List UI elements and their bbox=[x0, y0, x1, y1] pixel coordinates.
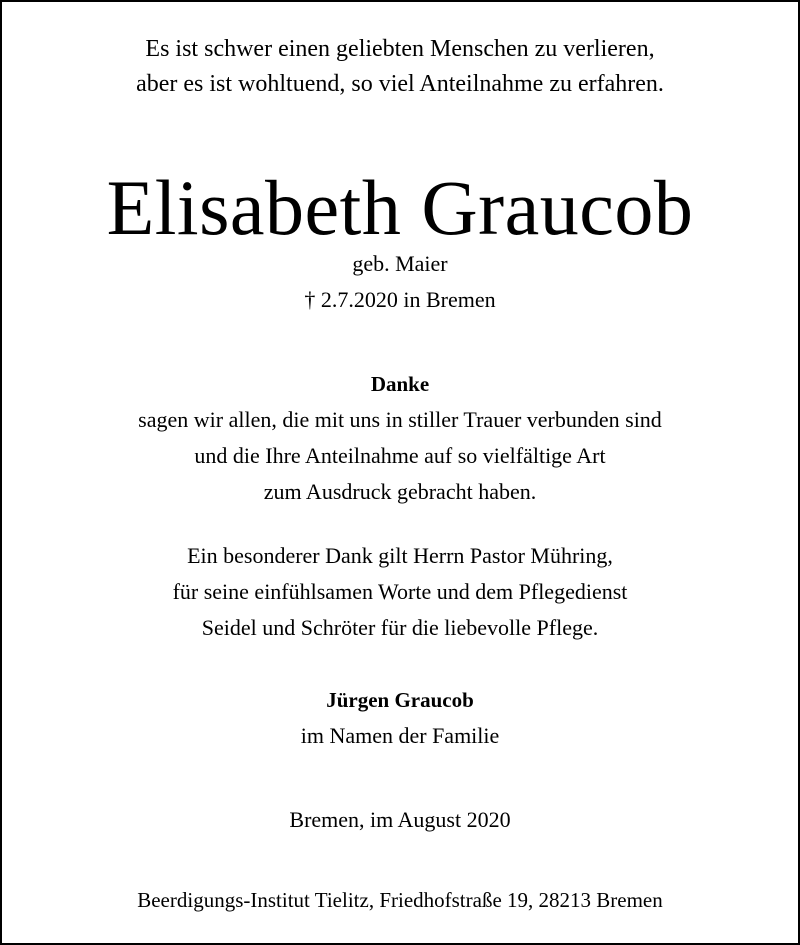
intro-quote bbox=[2, 32, 798, 102]
thanks-heading: Danke bbox=[370, 372, 430, 396]
death-info: † 2.7.2020 in Bremen bbox=[304, 287, 496, 312]
special-thanks-line-1: Ein besonderer Dank gilt Herrn Pastor Mühring, bbox=[187, 543, 613, 568]
intro-line-2: aber es ist wohltuend, so viel Anteilnahme zu erfahren. bbox=[136, 71, 664, 97]
thanks-line-3: zum Ausdruck gebracht haben. bbox=[263, 479, 537, 504]
place-and-date: Bremen, im August 2020 bbox=[289, 807, 511, 832]
birth-name: geb. Maier bbox=[352, 251, 448, 276]
thanks-line-2: und die Ihre Anteilnahme auf so vielfältige Art bbox=[194, 443, 606, 468]
intro-line-1: Es ist schwer einen geliebten Menschen zu verlieren, bbox=[145, 36, 655, 62]
signer-role: im Namen der Familie bbox=[300, 723, 500, 748]
special-thanks-section bbox=[2, 538, 798, 646]
thanks-section bbox=[2, 366, 798, 510]
signer-name: Jürgen Graucob bbox=[326, 688, 474, 712]
thanks-line-1: sagen wir allen, die mit uns in stiller Trauer verbunden sind bbox=[138, 407, 662, 432]
funeral-home-footer: Beerdigungs-Institut Tielitz, Friedhofstraße 19, 28213 Bremen bbox=[137, 888, 663, 912]
deceased-name: Elisabeth Graucob bbox=[106, 164, 694, 251]
special-thanks-line-2: für seine einfühlsamen Worte und dem Pflegedienst bbox=[172, 579, 628, 604]
special-thanks-line-3: Seidel und Schröter für die liebevolle Pflege. bbox=[201, 615, 599, 640]
signer-section bbox=[2, 682, 798, 754]
